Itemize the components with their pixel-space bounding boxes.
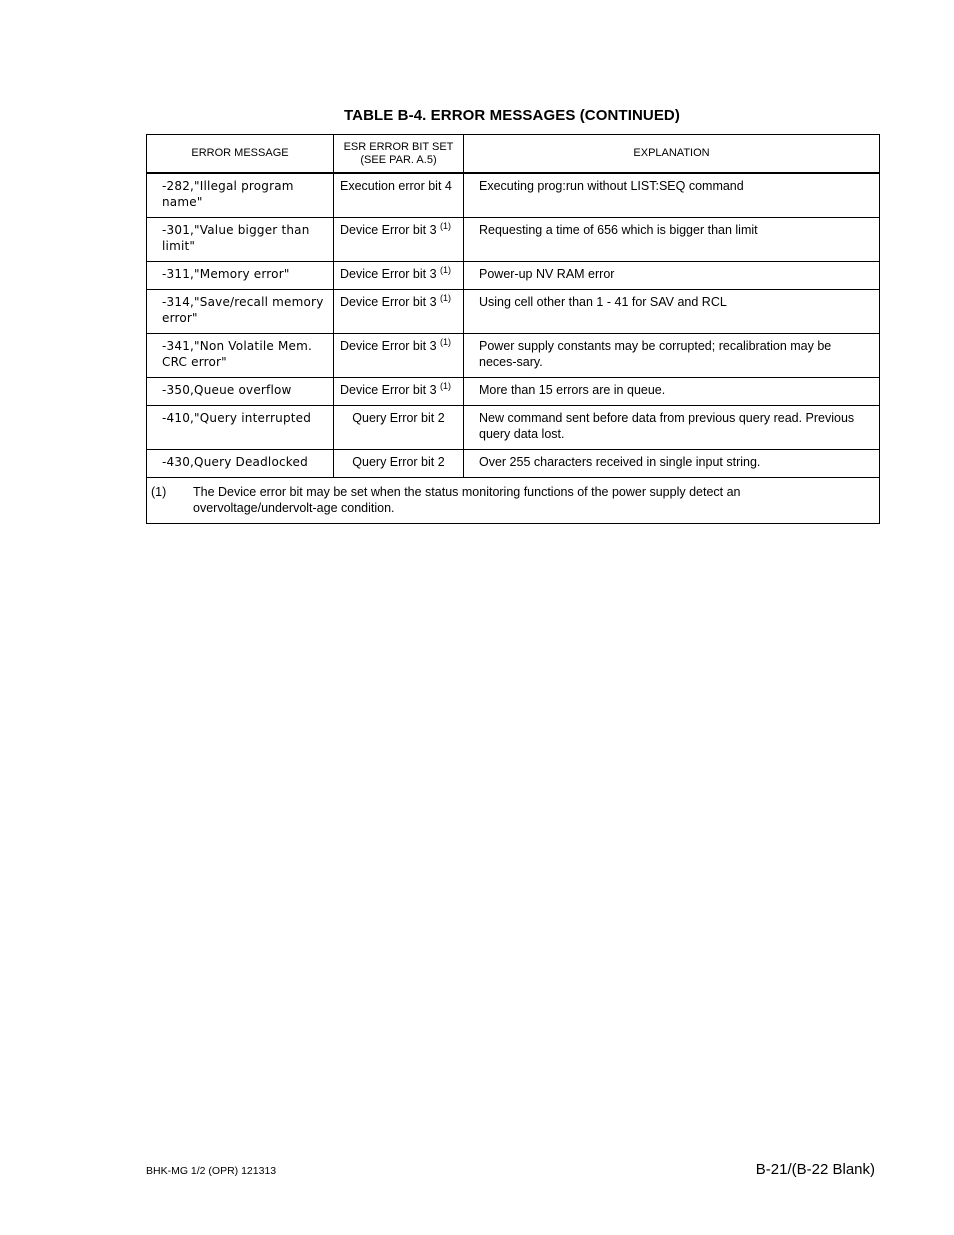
esr-bit-cell bbox=[334, 218, 464, 262]
table-row bbox=[147, 450, 880, 478]
error-message-cell: -282,"Illegal program name" bbox=[147, 173, 334, 218]
esr-bit-text: Device Error bit 3 bbox=[340, 267, 437, 281]
footnote-cell bbox=[147, 478, 880, 524]
footnote-row bbox=[147, 478, 880, 524]
error-messages-table bbox=[146, 134, 880, 524]
esr-bit-text: Device Error bit 3 bbox=[340, 339, 437, 353]
error-message-cell: -350,Queue overflow bbox=[147, 378, 334, 406]
header-error-message: ERROR MESSAGE bbox=[147, 135, 334, 174]
error-message-cell: -430,Query Deadlocked bbox=[147, 450, 334, 478]
explanation-cell: Using cell other than 1 - 41 for SAV and RCL bbox=[464, 290, 880, 334]
header-esr-line2: (SEE PAR. A.5) bbox=[360, 153, 437, 166]
esr-bit-text: Execution error bit 4 bbox=[340, 179, 452, 193]
error-message-cell: -341,"Non Volatile Mem. CRC error" bbox=[147, 334, 334, 378]
explanation-cell: Over 255 characters received in single input string. bbox=[464, 450, 880, 478]
document-code: BHK-MG 1/2 (OPR) 121313 bbox=[146, 1165, 277, 1177]
footnote-number: (1) bbox=[151, 485, 167, 499]
esr-bit-text: Device Error bit 3 bbox=[340, 383, 437, 397]
table-row bbox=[147, 334, 880, 378]
table-row bbox=[147, 262, 880, 290]
footnote-ref: (1) bbox=[440, 221, 452, 231]
header-esr-line1: ESR ERROR BIT SET bbox=[343, 140, 454, 153]
esr-bit-text: Query Error bit 2 bbox=[352, 455, 445, 469]
esr-bit-cell bbox=[334, 334, 464, 378]
table-row bbox=[147, 218, 880, 262]
esr-bit-cell bbox=[334, 290, 464, 334]
table-title: TABLE B-4. ERROR MESSAGES (CONTINUED) bbox=[344, 107, 680, 124]
esr-bit-cell bbox=[334, 406, 464, 450]
table-row bbox=[147, 378, 880, 406]
error-message-cell: -410,"Query interrupted bbox=[147, 406, 334, 450]
page-number: B-21/(B-22 Blank) bbox=[755, 1161, 875, 1178]
error-message-cell: -311,"Memory error" bbox=[147, 262, 334, 290]
esr-bit-text: Device Error bit 3 bbox=[340, 295, 437, 309]
table-row bbox=[147, 406, 880, 450]
table-row bbox=[147, 173, 880, 218]
esr-bit-cell bbox=[334, 262, 464, 290]
explanation-cell: Executing prog:run without LIST:SEQ command bbox=[464, 173, 880, 218]
explanation-cell: New command sent before data from previous query read. Previous query data lost. bbox=[464, 406, 880, 450]
esr-bit-text: Query Error bit 2 bbox=[352, 411, 445, 425]
footnote-ref: (1) bbox=[440, 337, 452, 347]
esr-bit-cell bbox=[334, 450, 464, 478]
footnote-ref: (1) bbox=[440, 381, 452, 391]
footnote-ref: (1) bbox=[440, 265, 452, 275]
header-esr-bit bbox=[334, 135, 464, 174]
explanation-cell: Power-up NV RAM error bbox=[464, 262, 880, 290]
footnote-ref: (1) bbox=[440, 293, 452, 303]
error-message-cell: -314,"Save/recall memory error" bbox=[147, 290, 334, 334]
explanation-cell: More than 15 errors are in queue. bbox=[464, 378, 880, 406]
esr-bit-cell bbox=[334, 378, 464, 406]
esr-bit-cell bbox=[334, 173, 464, 218]
table-row bbox=[147, 290, 880, 334]
esr-bit-text: Device Error bit 3 bbox=[340, 223, 437, 237]
explanation-cell: Requesting a time of 656 which is bigger than limit bbox=[464, 218, 880, 262]
footnote-text: The Device error bit may be set when the status monitoring functions of the power supply detect an overvoltage/undervolt-age condition. bbox=[193, 485, 741, 515]
error-message-cell: -301,"Value bigger than limit" bbox=[147, 218, 334, 262]
table-header-row bbox=[147, 135, 880, 174]
explanation-cell: Power supply constants may be corrupted; recalibration may be neces-sary. bbox=[464, 334, 880, 378]
header-explanation: EXPLANATION bbox=[464, 135, 880, 174]
